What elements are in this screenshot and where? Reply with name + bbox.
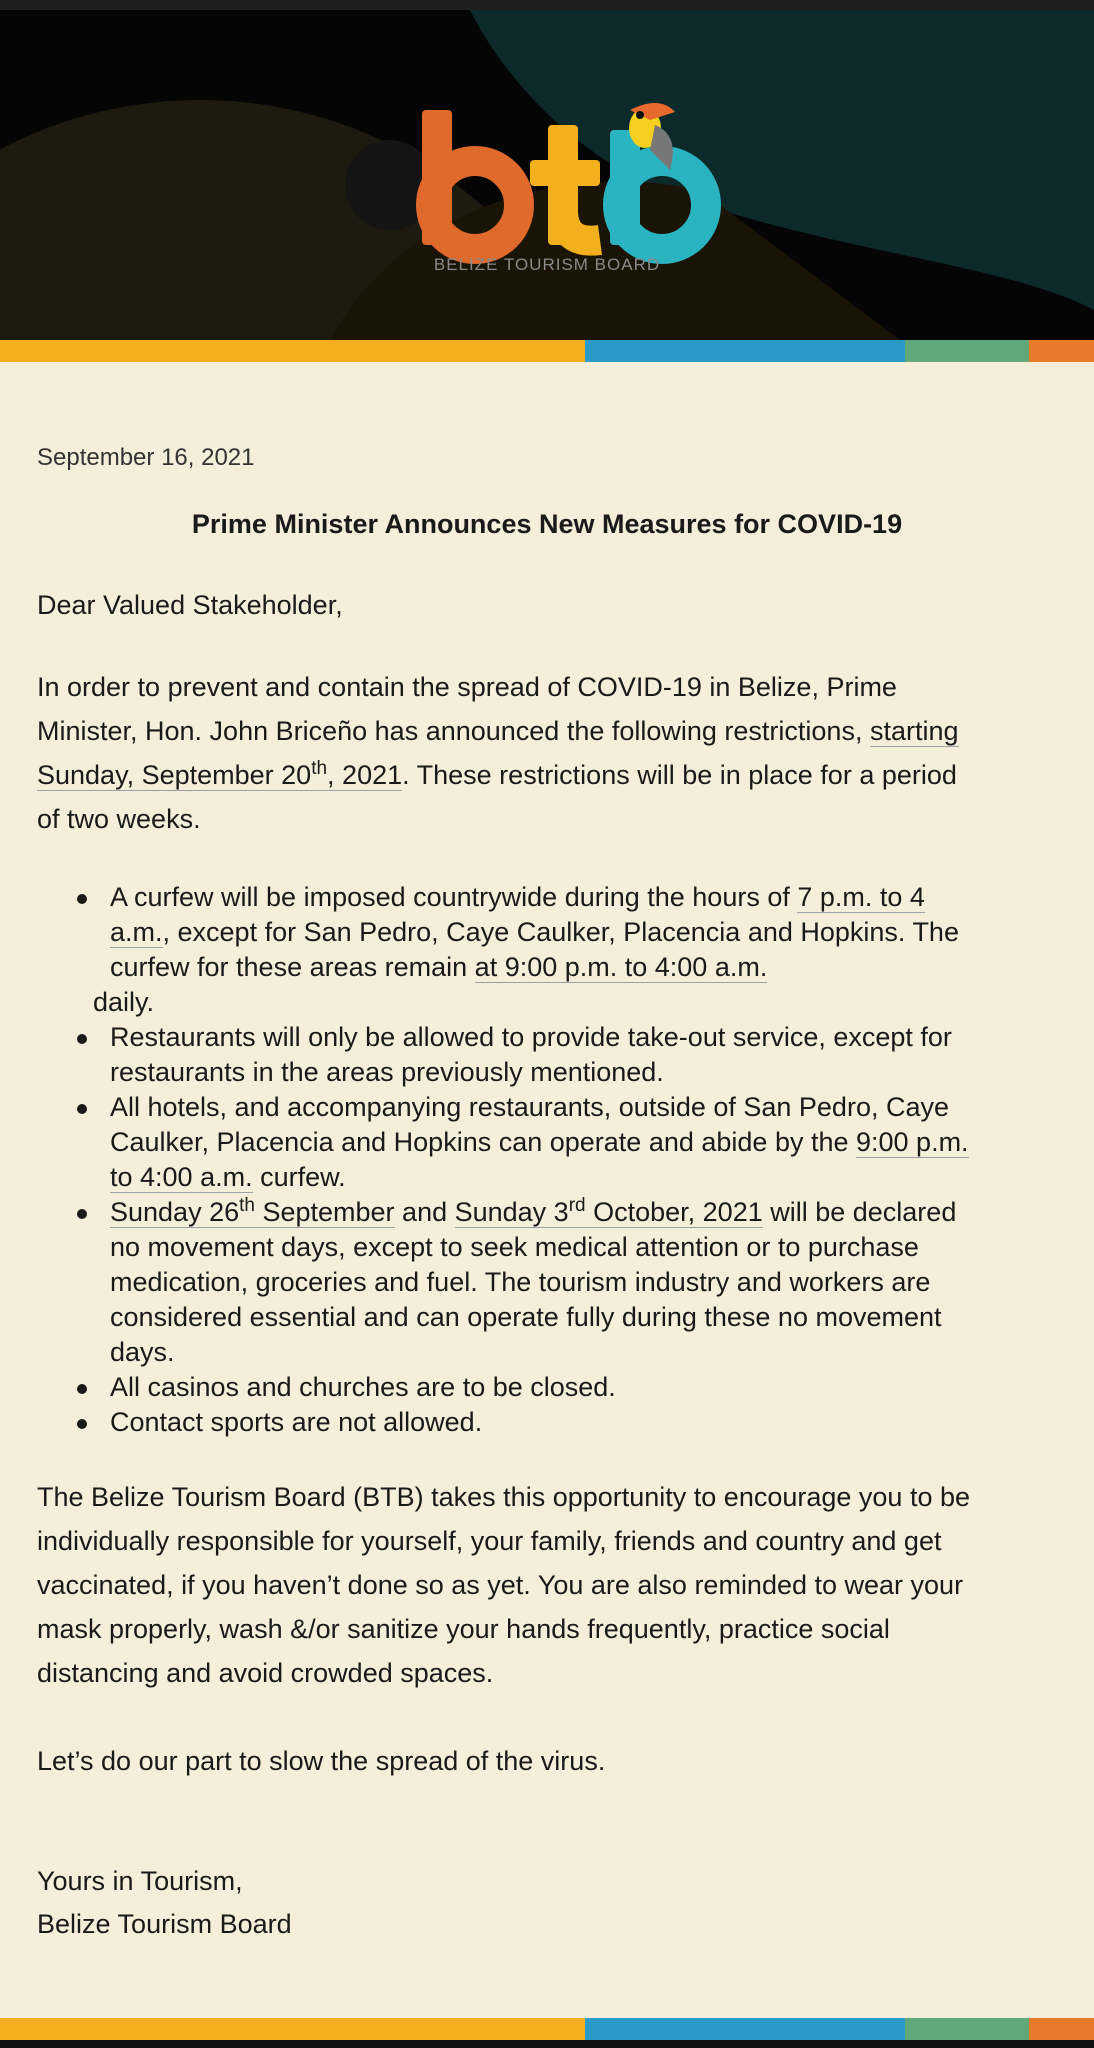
letter-header <box>0 10 1094 340</box>
bullet-dot <box>77 894 87 904</box>
sign-off: Yours in Tourism, <box>37 1866 243 1896</box>
list-item: Contact sports are not allowed. <box>37 1405 1057 1440</box>
list-item: All hotels, and accompanying restaurants, outside of San Pedro, Caye Caulker, Placencia and Hopkins can operate and abide by the 9:00 p.m. to 4:00 a.m. curfew. <box>37 1090 1057 1195</box>
text: In order to prevent and contain the spread of COVID-19 in Belize, Prime <box>37 672 897 702</box>
bullet-dot <box>77 1034 87 1044</box>
list-item: All casinos and churches are to be closed. <box>37 1370 1057 1405</box>
list-item: A curfew will be imposed countrywide during the hours of 7 p.m. to 4 a.m., except for San Pedro, Caye Caulker, Placencia and Hopkins. The curfew for these areas remain at 9:00 p.m. to 4:00 a.m. <box>37 880 1057 985</box>
bullet-dot <box>77 1104 87 1114</box>
bullet-dot <box>77 1419 87 1429</box>
text: Minister, Hon. John Briceño has announced the following restrictions, <box>37 716 870 746</box>
bottom-bar <box>0 2040 1094 2048</box>
text: . These restrictions will be in place for a period <box>402 760 957 790</box>
list-item-continuation: daily. <box>93 987 155 1017</box>
underlined-date: Sunday, September 20th, 2021 <box>37 758 403 790</box>
color-stripe-bottom <box>0 2018 1094 2040</box>
list-item: Restaurants will only be allowed to provide take-out service, except for restaurants in the areas previously mentioned. <box>37 1020 1057 1090</box>
signature: Belize Tourism Board <box>37 1909 292 1939</box>
color-stripe-top <box>0 340 1094 362</box>
letter-date: September 16, 2021 <box>37 444 255 471</box>
closing-line: Let’s do our part to slow the spread of the virus. <box>37 1746 606 1776</box>
bullet-dot <box>77 1384 87 1394</box>
restrictions-list <box>37 880 1057 1440</box>
text: of two weeks. <box>37 804 201 834</box>
bullet-dot <box>77 1209 87 1219</box>
intro-paragraph <box>37 665 1057 841</box>
underlined-text: starting <box>869 716 959 746</box>
top-bar <box>0 0 1094 10</box>
greeting: Dear Valued Stakeholder, <box>37 590 343 620</box>
logo-subtitle: BELIZE TOURISM BOARD <box>433 255 661 274</box>
encouragement-paragraph: The Belize Tourism Board (BTB) takes this opportunity to encourage you to be individually responsible for yourself, your family, friends and country and get vaccinated, if you haven’t done so as yet. You are also reminded to wear your mask properly, wash &/or sanitize your hands frequently, practice social distancing and avoid crowded spaces. <box>37 1482 970 1688</box>
list-item: Sunday 26th September and Sunday 3rd October, 2021 will be declared no movement days, except to seek medical attention or to purchase medication, groceries and fuel. The tourism industry and workers are considered essential and can operate fully during these no movement days. <box>37 1195 1057 1370</box>
letter-title: Prime Minister Announces New Measures for COVID-19 <box>191 509 903 539</box>
